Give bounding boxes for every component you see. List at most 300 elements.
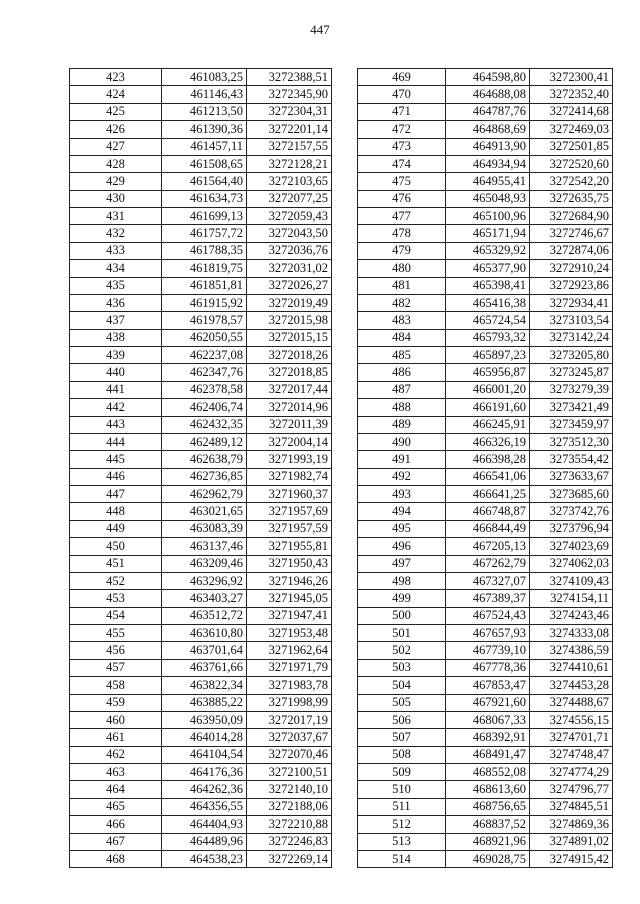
table-row: [358, 468, 613, 485]
point-number-cell: 487: [358, 381, 446, 398]
x-coordinate-cell: 466245,91: [446, 416, 530, 433]
x-coordinate-cell: 462378,58: [162, 381, 247, 398]
point-number-cell: 480: [358, 260, 446, 277]
point-number-cell: 464: [70, 781, 162, 798]
point-number-cell: 500: [358, 607, 446, 624]
x-coordinate-cell: 465377,90: [446, 260, 530, 277]
coordinates-table-left: [69, 68, 332, 868]
table-row: [70, 572, 332, 589]
y-coordinate-cell: 3272210,88: [247, 816, 332, 833]
point-number-cell: 493: [358, 486, 446, 503]
y-coordinate-cell: 3274556,15: [530, 711, 613, 728]
point-number-cell: 506: [358, 711, 446, 728]
y-coordinate-cell: 3272542,20: [530, 173, 613, 190]
table-row: [358, 850, 613, 867]
y-coordinate-cell: 3271950,43: [247, 555, 332, 572]
x-coordinate-cell: 468491,47: [446, 746, 530, 763]
x-coordinate-cell: 463512,72: [162, 607, 247, 624]
point-number-cell: 427: [70, 138, 162, 155]
y-coordinate-cell: 3271982,74: [247, 468, 332, 485]
point-number-cell: 425: [70, 103, 162, 120]
x-coordinate-cell: 467327,07: [446, 572, 530, 589]
x-coordinate-cell: 462962,79: [162, 486, 247, 503]
x-coordinate-cell: 464688,08: [446, 86, 530, 103]
table-row: [358, 225, 613, 242]
x-coordinate-cell: 467205,13: [446, 538, 530, 555]
table-row: [70, 607, 332, 624]
y-coordinate-cell: 3271962,64: [247, 642, 332, 659]
table-row: [358, 816, 613, 833]
table-row: [70, 659, 332, 676]
point-number-cell: 452: [70, 572, 162, 589]
x-coordinate-cell: 463822,34: [162, 677, 247, 694]
point-number-cell: 484: [358, 329, 446, 346]
y-coordinate-cell: 3272031,02: [247, 260, 332, 277]
table-row: [70, 242, 332, 259]
x-coordinate-cell: 463296,92: [162, 572, 247, 589]
point-number-cell: 443: [70, 416, 162, 433]
x-coordinate-cell: 467262,79: [446, 555, 530, 572]
y-coordinate-cell: 3274109,43: [530, 572, 613, 589]
table-row: [358, 572, 613, 589]
y-coordinate-cell: 3272934,41: [530, 294, 613, 311]
table-row: [358, 625, 613, 642]
x-coordinate-cell: 464404,93: [162, 816, 247, 833]
point-number-cell: 481: [358, 277, 446, 294]
point-number-cell: 450: [70, 538, 162, 555]
x-coordinate-cell: 465329,92: [446, 242, 530, 259]
table-row: [70, 468, 332, 485]
table-row: [70, 190, 332, 207]
x-coordinate-cell: 466326,19: [446, 433, 530, 450]
point-number-cell: 465: [70, 798, 162, 815]
x-coordinate-cell: 468756,65: [446, 798, 530, 815]
x-coordinate-cell: 461390,36: [162, 121, 247, 138]
point-number-cell: 449: [70, 520, 162, 537]
x-coordinate-cell: 462347,76: [162, 364, 247, 381]
point-number-cell: 477: [358, 208, 446, 225]
point-number-cell: 439: [70, 347, 162, 364]
x-coordinate-cell: 461634,73: [162, 190, 247, 207]
y-coordinate-cell: 3274774,29: [530, 764, 613, 781]
point-number-cell: 512: [358, 816, 446, 833]
table-row: [358, 242, 613, 259]
x-coordinate-cell: 462736,85: [162, 468, 247, 485]
point-number-cell: 466: [70, 816, 162, 833]
x-coordinate-cell: 462489,12: [162, 433, 247, 450]
y-coordinate-cell: 3273103,54: [530, 312, 613, 329]
table-row: [70, 347, 332, 364]
table-row: [70, 138, 332, 155]
table-row: [70, 555, 332, 572]
table-row: [70, 399, 332, 416]
point-number-cell: 440: [70, 364, 162, 381]
point-number-cell: 492: [358, 468, 446, 485]
table-row: [358, 312, 613, 329]
x-coordinate-cell: 464356,55: [162, 798, 247, 815]
table-row: [358, 798, 613, 815]
table-row: [70, 711, 332, 728]
y-coordinate-cell: 3272414,68: [530, 103, 613, 120]
table-row: [70, 312, 332, 329]
table-row: [358, 729, 613, 746]
point-number-cell: 497: [358, 555, 446, 572]
y-coordinate-cell: 3272011,39: [247, 416, 332, 433]
y-coordinate-cell: 3272128,21: [247, 155, 332, 172]
table-row: [358, 555, 613, 572]
point-number-cell: 444: [70, 433, 162, 450]
y-coordinate-cell: 3272246,83: [247, 833, 332, 850]
y-coordinate-cell: 3272352,40: [530, 86, 613, 103]
point-number-cell: 453: [70, 590, 162, 607]
point-number-cell: 431: [70, 208, 162, 225]
x-coordinate-cell: 464913,90: [446, 138, 530, 155]
x-coordinate-cell: 467853,47: [446, 677, 530, 694]
point-number-cell: 489: [358, 416, 446, 433]
y-coordinate-cell: 3272923,86: [530, 277, 613, 294]
table-row: [70, 433, 332, 450]
x-coordinate-cell: 468392,91: [446, 729, 530, 746]
point-number-cell: 446: [70, 468, 162, 485]
y-coordinate-cell: 3274869,36: [530, 816, 613, 833]
table-row: [70, 590, 332, 607]
x-coordinate-cell: 463610,80: [162, 625, 247, 642]
y-coordinate-cell: 3273554,42: [530, 451, 613, 468]
point-number-cell: 428: [70, 155, 162, 172]
x-coordinate-cell: 462432,35: [162, 416, 247, 433]
y-coordinate-cell: 3272017,44: [247, 381, 332, 398]
point-number-cell: 426: [70, 121, 162, 138]
table-row: [358, 277, 613, 294]
table-row: [358, 347, 613, 364]
table-row: [358, 538, 613, 555]
x-coordinate-cell: 468921,96: [446, 833, 530, 850]
point-number-cell: 460: [70, 711, 162, 728]
point-number-cell: 510: [358, 781, 446, 798]
y-coordinate-cell: 3273279,39: [530, 381, 613, 398]
point-number-cell: 457: [70, 659, 162, 676]
table-row: [358, 711, 613, 728]
y-coordinate-cell: 3274701,71: [530, 729, 613, 746]
x-coordinate-cell: 465398,41: [446, 277, 530, 294]
table-row: [358, 329, 613, 346]
point-number-cell: 479: [358, 242, 446, 259]
table-row: [70, 798, 332, 815]
point-number-cell: 508: [358, 746, 446, 763]
x-coordinate-cell: 469028,75: [446, 850, 530, 867]
point-number-cell: 423: [70, 69, 162, 86]
x-coordinate-cell: 465724,54: [446, 312, 530, 329]
table-row: [70, 764, 332, 781]
x-coordinate-cell: 461699,13: [162, 208, 247, 225]
x-coordinate-cell: 461083,25: [162, 69, 247, 86]
x-coordinate-cell: 461819,75: [162, 260, 247, 277]
x-coordinate-cell: 461146,43: [162, 86, 247, 103]
table-row: [70, 329, 332, 346]
x-coordinate-cell: 464262,36: [162, 781, 247, 798]
point-number-cell: 488: [358, 399, 446, 416]
y-coordinate-cell: 3272684,90: [530, 208, 613, 225]
y-coordinate-cell: 3272188,06: [247, 798, 332, 815]
point-number-cell: 470: [358, 86, 446, 103]
y-coordinate-cell: 3274386,59: [530, 642, 613, 659]
y-coordinate-cell: 3274796,77: [530, 781, 613, 798]
point-number-cell: 447: [70, 486, 162, 503]
point-number-cell: 483: [358, 312, 446, 329]
point-number-cell: 467: [70, 833, 162, 850]
x-coordinate-cell: 463761,66: [162, 659, 247, 676]
y-coordinate-cell: 3274488,67: [530, 694, 613, 711]
x-coordinate-cell: 461851,81: [162, 277, 247, 294]
table-row: [70, 173, 332, 190]
point-number-cell: 494: [358, 503, 446, 520]
point-number-cell: 513: [358, 833, 446, 850]
x-coordinate-cell: 464176,36: [162, 764, 247, 781]
table-row: [70, 850, 332, 867]
table-row: [358, 833, 613, 850]
x-coordinate-cell: 464014,28: [162, 729, 247, 746]
table-row: [358, 294, 613, 311]
point-number-cell: 456: [70, 642, 162, 659]
table-row: [358, 190, 613, 207]
point-number-cell: 495: [358, 520, 446, 537]
x-coordinate-cell: 464598,80: [446, 69, 530, 86]
table-row: [358, 520, 613, 537]
table-row: [358, 677, 613, 694]
y-coordinate-cell: 3272026,27: [247, 277, 332, 294]
table-row: [358, 764, 613, 781]
y-coordinate-cell: 3272018,26: [247, 347, 332, 364]
x-coordinate-cell: 467778,36: [446, 659, 530, 676]
y-coordinate-cell: 3272345,90: [247, 86, 332, 103]
point-number-cell: 503: [358, 659, 446, 676]
table-row: [358, 781, 613, 798]
y-coordinate-cell: 3271945,05: [247, 590, 332, 607]
y-coordinate-cell: 3272014,96: [247, 399, 332, 416]
x-coordinate-cell: 467739,10: [446, 642, 530, 659]
point-number-cell: 505: [358, 694, 446, 711]
table-row: [70, 486, 332, 503]
table-row: [358, 260, 613, 277]
x-coordinate-cell: 465956,87: [446, 364, 530, 381]
point-number-cell: 462: [70, 746, 162, 763]
point-number-cell: 471: [358, 103, 446, 120]
point-number-cell: 451: [70, 555, 162, 572]
x-coordinate-cell: 461457,11: [162, 138, 247, 155]
x-coordinate-cell: 464104,54: [162, 746, 247, 763]
y-coordinate-cell: 3272103,65: [247, 173, 332, 190]
table-row: [358, 381, 613, 398]
table-row: [358, 746, 613, 763]
y-coordinate-cell: 3272501,85: [530, 138, 613, 155]
point-number-cell: 491: [358, 451, 446, 468]
x-coordinate-cell: 468837,52: [446, 816, 530, 833]
point-number-cell: 463: [70, 764, 162, 781]
table-row: [358, 590, 613, 607]
x-coordinate-cell: 464489,96: [162, 833, 247, 850]
table-row: [70, 103, 332, 120]
y-coordinate-cell: 3273512,30: [530, 433, 613, 450]
point-number-cell: 498: [358, 572, 446, 589]
y-coordinate-cell: 3272019,49: [247, 294, 332, 311]
point-number-cell: 499: [358, 590, 446, 607]
y-coordinate-cell: 3271993,19: [247, 451, 332, 468]
y-coordinate-cell: 3272520,60: [530, 155, 613, 172]
table-row: [70, 451, 332, 468]
table-row: [358, 208, 613, 225]
point-number-cell: 435: [70, 277, 162, 294]
x-coordinate-cell: 463701,64: [162, 642, 247, 659]
table-row: [358, 155, 613, 172]
y-coordinate-cell: 3272043,50: [247, 225, 332, 242]
table-row: [70, 503, 332, 520]
y-coordinate-cell: 3272004,14: [247, 433, 332, 450]
point-number-cell: 485: [358, 347, 446, 364]
x-coordinate-cell: 466541,06: [446, 468, 530, 485]
table-row: [358, 433, 613, 450]
x-coordinate-cell: 463137,46: [162, 538, 247, 555]
y-coordinate-cell: 3274333,08: [530, 625, 613, 642]
y-coordinate-cell: 3271953,48: [247, 625, 332, 642]
x-coordinate-cell: 463885,22: [162, 694, 247, 711]
table-row: [70, 520, 332, 537]
x-coordinate-cell: 466844,49: [446, 520, 530, 537]
x-coordinate-cell: 462406,74: [162, 399, 247, 416]
y-coordinate-cell: 3274410,61: [530, 659, 613, 676]
x-coordinate-cell: 462638,79: [162, 451, 247, 468]
y-coordinate-cell: 3272304,31: [247, 103, 332, 120]
y-coordinate-cell: 3274915,42: [530, 850, 613, 867]
table-row: [70, 260, 332, 277]
x-coordinate-cell: 463403,27: [162, 590, 247, 607]
y-coordinate-cell: 3273459,97: [530, 416, 613, 433]
table-row: [358, 69, 613, 86]
point-number-cell: 476: [358, 190, 446, 207]
y-coordinate-cell: 3272874,06: [530, 242, 613, 259]
point-number-cell: 434: [70, 260, 162, 277]
y-coordinate-cell: 3272015,98: [247, 312, 332, 329]
x-coordinate-cell: 465416,38: [446, 294, 530, 311]
y-coordinate-cell: 3272201,14: [247, 121, 332, 138]
x-coordinate-cell: 468552,08: [446, 764, 530, 781]
point-number-cell: 441: [70, 381, 162, 398]
y-coordinate-cell: 3272100,51: [247, 764, 332, 781]
y-coordinate-cell: 3272746,67: [530, 225, 613, 242]
table-row: [358, 659, 613, 676]
y-coordinate-cell: 3271983,78: [247, 677, 332, 694]
point-number-cell: 478: [358, 225, 446, 242]
y-coordinate-cell: 3273796,94: [530, 520, 613, 537]
table-row: [358, 138, 613, 155]
y-coordinate-cell: 3274748,47: [530, 746, 613, 763]
point-number-cell: 474: [358, 155, 446, 172]
y-coordinate-cell: 3272037,67: [247, 729, 332, 746]
point-number-cell: 455: [70, 625, 162, 642]
point-number-cell: 473: [358, 138, 446, 155]
y-coordinate-cell: 3271960,37: [247, 486, 332, 503]
x-coordinate-cell: 468613,60: [446, 781, 530, 798]
table-row: [358, 416, 613, 433]
y-coordinate-cell: 3272017,19: [247, 711, 332, 728]
y-coordinate-cell: 3272077,25: [247, 190, 332, 207]
point-number-cell: 502: [358, 642, 446, 659]
x-coordinate-cell: 466001,20: [446, 381, 530, 398]
table-row: [70, 364, 332, 381]
table-row: [70, 155, 332, 172]
point-number-cell: 424: [70, 86, 162, 103]
point-number-cell: 438: [70, 329, 162, 346]
x-coordinate-cell: 465100,96: [446, 208, 530, 225]
x-coordinate-cell: 461757,72: [162, 225, 247, 242]
x-coordinate-cell: 461213,50: [162, 103, 247, 120]
x-coordinate-cell: 467389,37: [446, 590, 530, 607]
point-number-cell: 514: [358, 850, 446, 867]
y-coordinate-cell: 3271955,81: [247, 538, 332, 555]
x-coordinate-cell: 467921,60: [446, 694, 530, 711]
point-number-cell: 461: [70, 729, 162, 746]
table-row: [70, 121, 332, 138]
table-row: [70, 277, 332, 294]
point-number-cell: 501: [358, 625, 446, 642]
x-coordinate-cell: 463209,46: [162, 555, 247, 572]
table-row: [70, 225, 332, 242]
x-coordinate-cell: 462237,08: [162, 347, 247, 364]
table-row: [358, 642, 613, 659]
y-coordinate-cell: 3271957,69: [247, 503, 332, 520]
x-coordinate-cell: 464868,69: [446, 121, 530, 138]
y-coordinate-cell: 3274023,69: [530, 538, 613, 555]
table-row: [70, 69, 332, 86]
point-number-cell: 433: [70, 242, 162, 259]
table-row: [358, 103, 613, 120]
y-coordinate-cell: 3273245,87: [530, 364, 613, 381]
point-number-cell: 448: [70, 503, 162, 520]
point-number-cell: 442: [70, 399, 162, 416]
table-row: [70, 781, 332, 798]
y-coordinate-cell: 3272018,85: [247, 364, 332, 381]
table-row: [70, 816, 332, 833]
x-coordinate-cell: 462050,55: [162, 329, 247, 346]
table-row: [358, 364, 613, 381]
y-coordinate-cell: 3271998,99: [247, 694, 332, 711]
y-coordinate-cell: 3272635,75: [530, 190, 613, 207]
point-number-cell: 511: [358, 798, 446, 815]
y-coordinate-cell: 3273142,24: [530, 329, 613, 346]
table-row: [70, 625, 332, 642]
y-coordinate-cell: 3273421,49: [530, 399, 613, 416]
point-number-cell: 486: [358, 364, 446, 381]
x-coordinate-cell: 461564,40: [162, 173, 247, 190]
point-number-cell: 429: [70, 173, 162, 190]
point-number-cell: 436: [70, 294, 162, 311]
table-row: [70, 416, 332, 433]
point-number-cell: 468: [70, 850, 162, 867]
table-row: [358, 607, 613, 624]
table-row: [70, 729, 332, 746]
y-coordinate-cell: 3274891,02: [530, 833, 613, 850]
table-row: [70, 294, 332, 311]
y-coordinate-cell: 3273685,60: [530, 486, 613, 503]
y-coordinate-cell: 3272157,55: [247, 138, 332, 155]
x-coordinate-cell: 463950,09: [162, 711, 247, 728]
y-coordinate-cell: 3272015,15: [247, 329, 332, 346]
table-row: [358, 451, 613, 468]
y-coordinate-cell: 3271971,79: [247, 659, 332, 676]
table-row: [70, 208, 332, 225]
table-row: [70, 746, 332, 763]
x-coordinate-cell: 464934,94: [446, 155, 530, 172]
point-number-cell: 482: [358, 294, 446, 311]
